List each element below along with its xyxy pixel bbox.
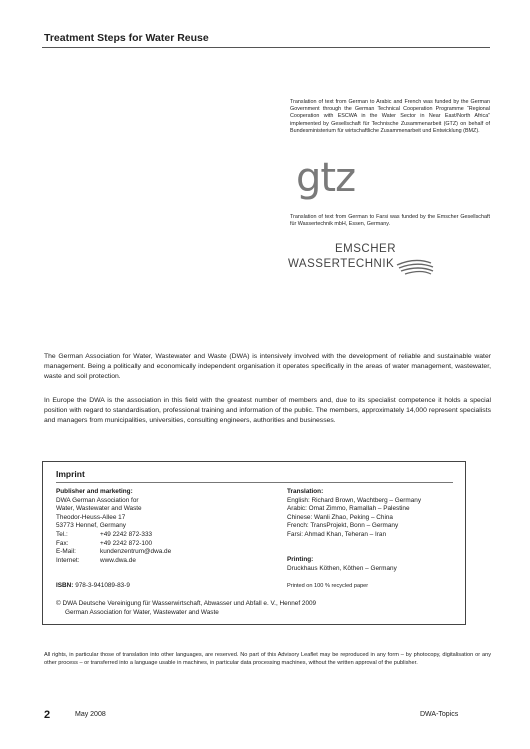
recycled-paper-note: Printed on 100 % recycled paper	[287, 583, 369, 589]
gtz-funding-credit: Translation of text from German to Arabic and French was funded by the German Government through the German Technical Cooperation Programme “Regional Cooperation with ESCWA in the Water Sector in Near East/North Africa” implemented by Gesellschaft für Technische Zusammenarbeit (GTZ) on behalf of Bundesministerium für wirtschaftliche Zusammenarbeit und Entwicklung (BMZ).	[290, 99, 490, 134]
publisher-line: Water, Wastewater and Waste	[56, 505, 142, 513]
contact-row-internet: Internet: www.dwa.de	[56, 556, 136, 564]
printing-heading: Printing:	[287, 556, 314, 563]
rights-notice: All rights, in particular those of translation into other languages, are reserved. No part of this Advisory Leaflet may be reproduced in any form – by photocopy, digitalisation or any other process – or transferred into a language usable in machines, in particular data processing machines, without the written approval of the publisher.	[44, 652, 491, 667]
contact-row-fax: Fax: +49 2242 872-100	[56, 539, 153, 547]
emscher-logo-line2: WASSERTECHNIK	[288, 258, 395, 270]
publisher-line: Theodor-Heuss-Allee 17	[56, 513, 126, 521]
translation-line: Chinese: Wanli Zhao, Peking – China	[287, 513, 393, 521]
gtz-logo: gtz	[296, 155, 356, 201]
copyright-block	[56, 600, 456, 617]
publication-name: DWA-Topics	[420, 711, 459, 718]
emscher-logo-line1: EMSCHER	[335, 243, 397, 255]
printing-value: Druckhaus Köthen, Köthen – Germany	[287, 564, 397, 572]
imprint-rule	[56, 482, 453, 483]
imprint-title: Imprint	[56, 469, 85, 479]
running-header-title: Treatment Steps for Water Reuse	[44, 32, 209, 44]
emscher-funding-credit: Translation of text from German to Farsi was funded by the Emscher Gesellschaft für Wassertechnik mbH, Essen, Germany.	[290, 214, 490, 228]
contact-row-tel: Tel.: +49 2242 872-333	[56, 530, 153, 538]
emscher-swoosh-icon	[395, 253, 435, 277]
dwa-intro-paragraph: The German Association for Water, Wastewater and Waste (DWA) is intensively involved with the development of reliable and sustainable water management. Being a politically and economically independent organisation it operates specifically in the areas of water management, wastewater, waste and soil protection.	[44, 353, 491, 380]
publisher-line: 53773 Hennef, Germany	[56, 522, 126, 530]
printing-block	[287, 556, 462, 573]
translation-heading: Translation:	[287, 488, 324, 495]
copyright-line: German Association for Water, Wastewater and Waste	[65, 608, 219, 616]
isbn-line: ISBN: 978-3-941089-83-9	[56, 582, 130, 589]
translation-line: French: TransProjekt, Bonn – Germany	[287, 522, 399, 530]
header-rule	[42, 47, 490, 48]
page-number: 2	[44, 709, 51, 721]
dwa-membership-paragraph: In Europe the DWA is the association in this field with the greatest number of members and, due to its specialist competence it holds a special position with regard to standardisation, professional training and information of the public. The members, approximately 14,000 represent specialists and managers from municipalities, universities, consulting engineers, authorities and businesses.	[44, 397, 491, 424]
publisher-heading: Publisher and marketing:	[56, 488, 133, 495]
translation-line: English: Richard Brown, Wachtberg – Germany	[287, 496, 422, 504]
publication-date: May 2008	[75, 711, 106, 718]
copyright-line: © DWA Deutsche Vereinigung für Wasserwirtschaft, Abwasser und Abfall e. V., Hennef 2009	[56, 600, 317, 607]
contact-row-email: E-Mail: kundenzentrum@dwa.de	[56, 548, 172, 556]
publisher-line: DWA German Association for	[56, 496, 139, 504]
publisher-block	[56, 488, 256, 565]
translation-line: Arabic: Omat Zimmo, Ramallah – Palestine	[287, 505, 410, 513]
translation-line: Farsi: Ahmad Khan, Teheran – Iran	[287, 530, 386, 538]
translation-block	[287, 488, 462, 540]
